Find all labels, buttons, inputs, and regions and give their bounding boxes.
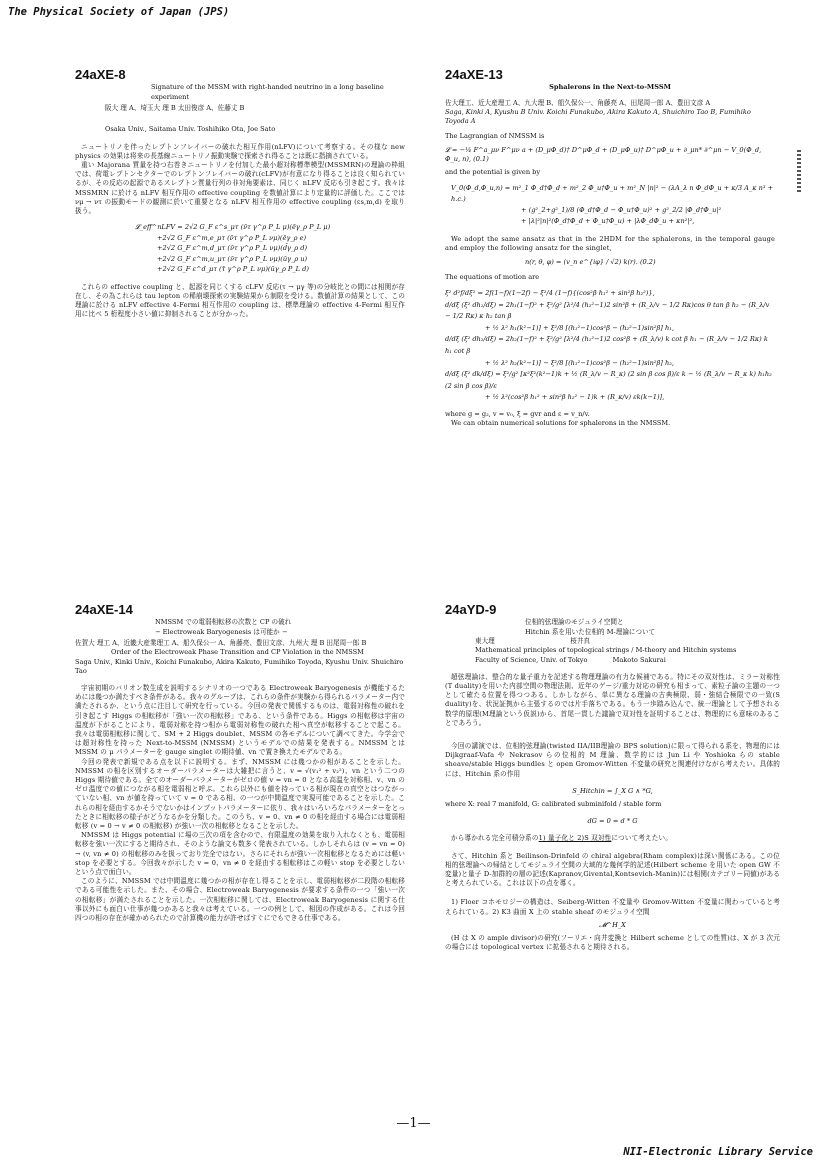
text-line: The Lagrangian of NMSSM is bbox=[445, 132, 545, 141]
equation: dG = 0 = d * G bbox=[587, 817, 638, 826]
abstract-authors-en: Saga Univ., Kinki Univ., Koichi Funakubo, Akira Kakuto, Fumihiko Toyoda, Kyushu Univ. Shuichiro Tao bbox=[75, 657, 404, 675]
abstract-title-en: Mathematical principles of topological strings / M-theory and Hitchin systems bbox=[475, 646, 737, 655]
abstract-paragraph: We adopt the same ansatz as that in the 2HDM for the sphalerons, in the temporal gauge and employ the following ansatz for the singlet, bbox=[445, 235, 775, 253]
abstract-affiliation: Faculty of Science, Univ. of Tokyo Makoto Sakurai bbox=[475, 655, 666, 664]
equation: d/dξ (ξ² dk/dξ) = ξ²/g² [κ²ξ²(k²−1)k + ½ (R_λ/v − R_κ) (2 sin β cos β)/ε k − ½ (R_λ/v − R_κ k) h₁h₂ (2 sin β cos β)/ε bbox=[445, 370, 772, 390]
equation: + |λ|²|n|²(Φ_d†Φ_d + Φ_u†Φ_u) + |λΦ_dΦ_u + κn²|², bbox=[521, 217, 695, 226]
text-line: where X: real 7 manifold, G: calibrated subminifold / stable form bbox=[445, 800, 662, 809]
text-line: The equations of motion are bbox=[445, 272, 540, 281]
abstract-code: 24aXE-14 bbox=[75, 602, 133, 617]
abstract-paragraph: ニュートリノを伴ったレプトンフレイバーの破れた相互作用(nLFV)について考察する。その様な new physics の効果は将来の長基線ニュートリノ振動実験で探索され得ることは既に指摘されている。 bbox=[75, 142, 405, 160]
equation: V_0(Φ_d,Φ_u,n) = m²_1 Φ_d†Φ_d + m²_2 Φ_u†Φ_u + m²_N |n|² − (λA_λ n Φ_dΦ_u + κ/3 A_κ n³ + h.c.) bbox=[451, 184, 774, 204]
equation: + ½ λ² h₁(k²−1)] + ξ²/8 [(h₁²−1)cos²β − (h₂²−1)sin²β] h₁, bbox=[485, 323, 674, 332]
library-footer: NII-Electronic Library Service bbox=[623, 1146, 813, 1158]
abstract-title: NMSSM での電弱相転移の次数と CP の破れ bbox=[155, 618, 292, 627]
abstract-authors: 東大理 桜井真 bbox=[475, 637, 591, 646]
equation: n(r, θ, φ) = (v_n e^{iφ} / √2) k(r). (0.2) bbox=[525, 257, 656, 266]
equation: + ½ λ² h₂(k²−1)] − ξ²/8 [(h₁²−1)cos²β − (h₂²−1)sin²β] h₂, bbox=[485, 358, 674, 367]
equation-block bbox=[445, 288, 775, 404]
text-line: where g = g₂, v = v₀, ξ = gvr and ε = v_n/v. bbox=[445, 409, 590, 418]
abstract-authors: 佐賀大 理工 A、近畿大産業理工 A、船久保公一 A、角藤亮、豊田文彦、九州大 理 B 田尾周一郎 B bbox=[75, 639, 367, 648]
abstract-paragraph: これらの effective coupling と、起源を同じくする cLFV 反応(τ → μγ 等)の分岐比との間には相関が存在し、その為これらは tau lepton の稀崩壊探索の実験結果から制限を受ける。数値計算の結果として、この理論に於ける nLFV effective 4-Fermi 相互作用の coupling は、標準理論の effective 4-Fermi 相互作用に比べ 5 桁程度小さい値に抑制されることが分かった。 bbox=[75, 282, 405, 319]
abstract-24axe-8 bbox=[75, 67, 405, 320]
equation: d/dξ (ξ² dh₁/dξ) = 2h₁(1−f)² + ξ²/g² [λ²/4 (h₂²−1)2 sin²β + (R_λ/v − 1/2 Rκ)cos θ tan β h₂ − (R_λ/v − 1/2 Rκ) κ h₂ tan β bbox=[445, 300, 770, 321]
equation: +2√2 G_F ε^m,u_μτ (ν̄τ γ^ρ P_L νμ)(ūγ_ρ u) bbox=[157, 254, 308, 263]
abstract-subtitle: − Electroweak Baryogenesis は可能か − bbox=[155, 627, 288, 636]
abstract-title: Signature of the MSSM with right-handed neutrino in a long baseline experiment bbox=[151, 83, 384, 101]
abstract-paragraph: (H は X の ample divisor)の研究(フーリエ・向井変換と Hilbert scheme としての性質)は、X が 3 次元の場合には topological vertex に拡張されると期待される。 bbox=[445, 934, 780, 952]
underlined-text: 1) 量子化と 2)S 双対性 bbox=[538, 834, 612, 843]
abstract-paragraph: 1) Floer コホモロジーの構造は、Seiberg-Witten 不変量や Gromov-Witten 不変量に関わっていると考えられている。2) K3 曲面 X 上の stable sheaf のモジュライ空間 bbox=[445, 898, 780, 916]
abstract-paragraph bbox=[445, 834, 780, 843]
abstract-title: Hitchin 系を用いた位相的 M-理論について bbox=[525, 627, 656, 636]
equation: d/dξ (ξ² dh₂/dξ) = 2h₂(1−f)² + ξ²/g² [λ²/4 (h₁²−1)2 cos²β + (R_λ/v) k cot β h₁ − (R_λ/v − 1/2 Rκ) k h₁ cot β bbox=[445, 335, 768, 355]
abstract-24axe-14 bbox=[75, 602, 405, 923]
abstract-paragraph: このように、NMSSM では中間温度に幾つかの相が存在し得ることを示し、電弱相転移が二段階の相転移である可能性を示した。また、その場合、Electroweak Baryogenesis が要求する条件の一つ「強い一次の相転移」が満たされることを示した。一次相転移に関しては、Electroweak Baryogenesis に関する仕事以外にも面白い仕事が幾つかあると我々は考えている。一つの例として、相図の作成がある。これは今回四つの相の存在が確かめられたので計算機の能力が許せばすぐにでもできる仕事である。 bbox=[75, 877, 405, 923]
abstract-title: Sphalerons in the Next-to-MSSM bbox=[549, 83, 671, 92]
equation: +2√2 G_F ε^m,e_μτ (ν̄τ γ^ρ P_L νμ)(ēγ_ρ e) bbox=[157, 233, 307, 242]
abstract-code: 24aYD-9 bbox=[445, 602, 497, 617]
equation-block bbox=[135, 222, 405, 275]
abstract-affiliation: Osaka Univ., Saitama Univ. Toshihiko Ota, Joe Sato bbox=[105, 125, 276, 134]
abstract-24ayd-9 bbox=[445, 602, 780, 952]
equation: ξ² d²f/dξ² = 2f(1−f)(1−2f) − ξ²/4 (1−f){(cos²β h₁² + sin²β h₂²)}, bbox=[445, 288, 655, 297]
abstract-title-en: Order of the Electroweak Phase Transition and CP Violation in the NMSSM bbox=[111, 648, 364, 657]
abstract-paragraph: NMSSM は Higgs potential に場の三次の項を含むので、有限温度の効果を取り入れなくとも、電弱相転移を強い一次にすると期待され、そのような論文も数多く発表されている。しかしそれらは (v = vn = 0) → (v, vn ≠ 0) の相転移のみを扱っており完全ではない。さらにそれらが強い一次相転移となるためには軽い stop を必要とする。今回我々が示した v = 0、vn ≠ 0 を経由する相転移はこの軽い stop を必要としないという点で面白い。 bbox=[75, 831, 405, 877]
text-line: and the potential is given by bbox=[445, 167, 541, 176]
abstract-paragraph: さて、Hitchin 系と Beilinson-Drinfeld の chiral algebra(Rham complex)は深い関係にある。この位相的弦理論への帰結としてモジュライ空間の大域的な幾何学的記述(Hilbert scheme を用いた open GW 不変量)と量子 D-加群的の層の記述(Kapranov,Givental,Kontsevich-Manin)には相関(カテゴリー同値)があると考えられている。これは以下の点を導く。 bbox=[445, 851, 780, 888]
abstract-paragraph: 重い Majorana 質量を持つ右巻きニュートリノを付加した最小超対称標準模型(MSSMRN)の理論の枠組では、荷電レプトンセクターでのレプトンフレイバーの破れ(cLFV)が有意になり得ることは良く知られているが、その反応の起源であるスレプトン質量行列の非対角要素は、同じく nLFV 反応も引き起こす。我々は MSSMRN に於ける nLFV 相互作用の effective coupling を数値計算により定量的に評価した。ここでは νμ → ντ の振動モードの観測に於いて重要となる nLFV 相互作用の effective coupling (εs,m,d) を取り扱う。 bbox=[75, 161, 405, 216]
equation: + (g²_2+g²_1)/8 (Φ_d†Φ_d − Φ_u†Φ_u)² + g²_2/2 |Φ_d†Φ_u|² bbox=[521, 206, 722, 215]
equation-block bbox=[451, 183, 775, 227]
abstract-authors-en: Saga, Kinki A, Kyushu B Univ. Koichi Funakubo, Akira Kakuto A, Shuichiro Tao B, Fumihiko Toyoda A bbox=[445, 107, 751, 126]
equation: 𝓛_eff^nLFV = 2√2 G_F ε^s_μτ (ν̄τ γ^ρ P_L μ)(ēγ_ρ P_L μ) bbox=[135, 223, 331, 232]
abstract-title: 位相的弦理論のモジュライ空間と bbox=[525, 618, 624, 627]
equation: 𝓜^H_X bbox=[599, 920, 626, 929]
text-line: We can obtain numerical solutions for sphalerons in the NMSSM. bbox=[451, 419, 671, 428]
equation: + ½ λ²(cos²β h₁² + sin²β h₂² − 1)k + (R_κ/v) εk(k−1)], bbox=[485, 393, 665, 402]
page-number: —1— bbox=[396, 1116, 431, 1131]
abstract-24axe-13 bbox=[445, 67, 775, 428]
equation: +2√2 G_F ε^d_μτ (τ̄ γ^ρ P_L νμ)(ūγ_ρ P_L d) bbox=[157, 265, 309, 274]
abstract-paragraph: 今回の講演では、位相的弦理論(twisted IIA/IIB理論の BPS solution)に限って得られる系を、物理的には Dijkgraaf-Vafa や Nekrasov らの位相的 M 理論、数学的には Jun Li や Yoshioka らの stable sheave/stable Higgs bundles と open Gromov-Witten 不変量の研究と関連付けながら考えたい。具体的には、Hitchin 系の作用 bbox=[445, 742, 780, 778]
abstract-authors: 阪大 理 A、埼玉大 理 B 太田俊彦 A、佐藤丈 B bbox=[105, 104, 245, 113]
journal-header: The Physical Society of Japan (JPS) bbox=[8, 6, 230, 18]
text-span: について考えたい。 bbox=[611, 834, 672, 843]
abstract-paragraph: 宇宙初期のバリオン数生成を説明するシナリオの一つである Electroweak Baryogenesis が機能するためには幾つか満たすべき条件がある。我々のグループは、これらの条件が実験から得られるパラメーター内で満たされるか、という点に注目して研究を行っている。今回の発表で関係するものは、電弱対称性の破れを引き起こす Higgs の相転移が「強い一次の相転移」である、という条件である。Higgs の相転移は宇宙の温度が下がることにより、電弱対称を持つ相から電弱対称性の破れた相へ真空が転移することで起こる。我々は電弱相転移に関して、SM + 2 Higgs doublet、MSSM の各モデルについて調べてきた。今学会では超対称性を持った Next-to-MSSM (NMSSM) というモデルでの結果を発表する。NMSSM とは MSSM の μ パラメーターを gauge singlet の期待値、vn で置き換えたモデルである。 bbox=[75, 684, 405, 757]
text-span: から導かれる完全可積分系の bbox=[451, 834, 539, 843]
abstract-code: 24aXE-8 bbox=[75, 67, 126, 82]
abstract-code: 24aXE-13 bbox=[445, 67, 503, 82]
equation: 𝓛 = −¼ F^a_μν F^μν a + (D_μΦ_d)† D^μΦ_d + (D_μΦ_u)† D^μΦ_u + ∂_μn* ∂^μn − V_0(Φ_d, Φ_u, n), (0.1) bbox=[445, 145, 762, 163]
abstract-authors: 佐大理工、近大産理工 A、九大理 B、船久保公一、角藤亮 A、田尾周一郎 A、豊田文彦 A bbox=[445, 98, 711, 107]
scroll-marker bbox=[797, 150, 801, 192]
equation: +2√2 G_F ε^m,d_μτ (ν̄τ γ^ρ P_L νμ)(d̄γ_ρ d) bbox=[157, 244, 308, 253]
equation: S_Hitchin = ∫_X G ∧ *G, bbox=[572, 786, 653, 795]
abstract-paragraph: 今回の発表で新規である点を以下に説明する。まず、NMSSM には幾つかの相があることを示した。NMSSM の相を区別するオーダーパラメーターは大雑把に言うと、v = √(v₁² + v₂²)、vn という二つの Higgs 期待値である。全てのオーダーパラメーターがゼロの値 v = vn = 0 となる高温を対称相、v、vn のゼロ温度での値につながる相を電弱相と呼ぶ。これら以外にも値を持っている相が現在の真空とはつながっていない相、vn が値を持っていて v = 0 である相、の一つが中間温度で実現可能であることを示した。これらの相を経由するかそうでないかはインプットパラメーターに依り、我々はいろいろなパラメーターをとったときに相転移の様子がどうなるかを分類した。このうち、v = 0、vn ≠ 0 の相を経由する場合には電弱相転移 (v = 0 → v ≠ 0 の相転移) が強い一次の相転移となることを示した。 bbox=[75, 757, 405, 831]
abstract-paragraph: 超弦理論は、整合的な量子重力を記述する物理理論の有力な候補である。特にその双対性は、ミラー対称性(T duality)を用いた内部空間の物理法則、近年のゲージ/重力対応の研究も相まって、素粒子論の主題の一つとして確たる位置を得つつある。しかしながら、単に異なる理論の古典極限、弱・強結合極限での一致(S duality)を、状況証拠から主張するのでは片手落ちである。もう一歩踏み込んで、統一理論として予想される数学的原理(M理論という仮説)から、首尾一貫した議論で双対性を証明することは、物理的にも意味のあることであろう。 bbox=[445, 672, 780, 727]
